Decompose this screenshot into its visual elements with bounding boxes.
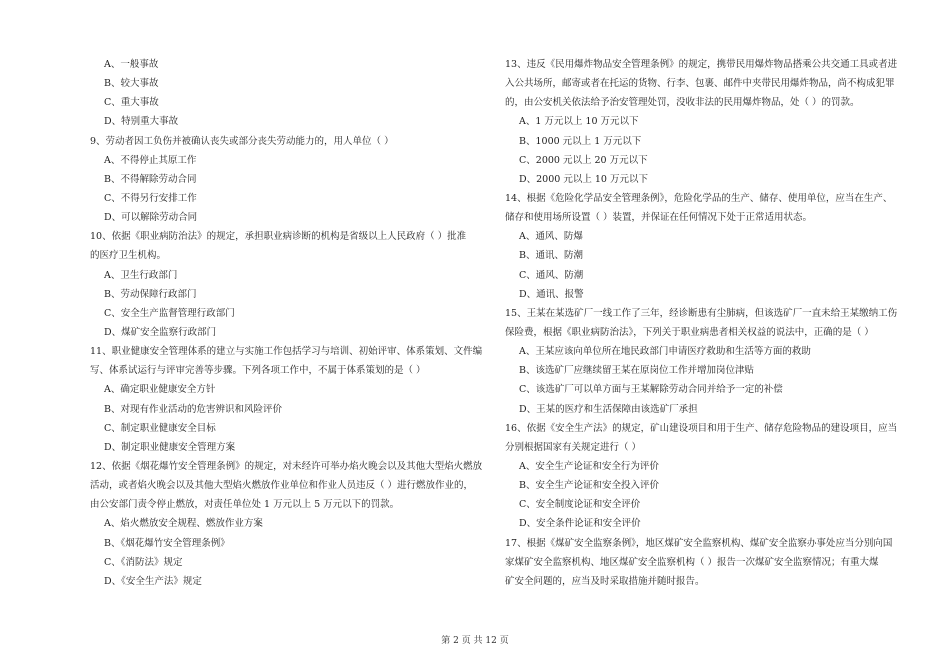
option-line: A、安全生产论证和安全行为评价 (519, 460, 659, 472)
option-line: B、通讯、防潮 (519, 250, 583, 262)
option-line: C、该选矿厂可以单方面与王某解除劳动合同并给予一定的补偿 (519, 384, 783, 396)
option-line: A、一般事故 (104, 59, 159, 70)
right-column (505, 55, 898, 591)
question-line: 16、依据《安全生产法》的规定，矿山建设项目和用于生产、储存危险物品的建设项目，应当 (505, 422, 898, 434)
option-line: D、制定职业健康安全管理方案 (104, 441, 236, 453)
option-line: D、特别重大事故 (104, 116, 179, 128)
question-continuation: 分别根据国家有关规定进行（ ） (505, 441, 642, 453)
option-line: A、卫生行政部门 (104, 269, 178, 281)
option-line: A、通风、防爆 (519, 231, 583, 243)
option-line: B、该选矿厂应继续留王某在原岗位工作并增加岗位津贴 (519, 365, 754, 377)
option-line: C、安全生产监督管理行政部门 (104, 307, 235, 319)
option-line: D、煤矿安全监察行政部门 (104, 326, 217, 338)
option-line: B、较大事故 (104, 78, 159, 90)
question-continuation: 的医疗卫生机构。 (90, 250, 167, 262)
option-line: B、劳动保障行政部门 (104, 288, 197, 300)
option-line: D、《安全生产法》规定 (104, 575, 202, 587)
option-line: A、不得停止其原工作 (104, 154, 197, 166)
option-line: A、王某应该向单位所在地民政部门申请医疗救助和生活等方面的救助 (519, 346, 811, 358)
question-continuation: 矿安全问题的，应当及时采取措施并随时报告。 (505, 575, 705, 587)
option-line: C、通风、防潮 (519, 269, 584, 281)
page-footer: 第 2 页 共 12 页 (441, 636, 509, 646)
question-continuation: 活动，或者焰火晚会以及其他大型焰火燃放作业单位和作业人员违反（ ）进行燃放作业的， (90, 480, 474, 492)
option-line: D、安全条件论证和安全评价 (519, 518, 641, 530)
option-line: B、对现有作业活动的危害辨识和风险评价 (104, 403, 282, 415)
question-continuation: 的，由公安机关依法给予治安管理处罚，没收非法的民用爆炸物品，处（ ）的罚款。 (505, 97, 860, 109)
question-continuation: 入公共场所，邮寄或者在托运的货物、行李、包裹、邮件中夹带民用爆炸物品，尚不构成犯罪 (505, 78, 895, 90)
option-line: D、2000 元以上 10 万元以下 (519, 173, 648, 185)
option-line: A、1 万元以上 10 万元以下 (519, 116, 639, 128)
question-line: 13、违反《民用爆炸物品安全管理条例》的规定，携带民用爆炸物品搭乘公共交通工具或者进 (505, 59, 898, 70)
option-line: C、2000 元以上 20 万元以下 (519, 154, 648, 166)
question-continuation: 写、体系试运行与评审完善等步骤。下列各项工作中，不属于体系策划的是（ ） (90, 365, 426, 377)
question-continuation: 储存和使用场所设置（ ）装置，并保证在任何情况下处于正常适用状态。 (505, 212, 813, 224)
option-line: C、重大事故 (104, 97, 159, 109)
option-line: D、王某的医疗和生活保障由该选矿厂承担 (519, 403, 698, 415)
question-line: 12、依据《烟花爆竹安全管理条例》的规定，对未经许可举办焰火晚会以及其他大型焰火燃放 (90, 460, 483, 472)
question-line: 11、职业健康安全管理体系的建立与实施工作包括学习与培训、初始评审、体系策划、文件编 (90, 346, 483, 358)
option-line: C、《消防法》规定 (104, 556, 183, 568)
option-line: B、安全生产论证和安全投入评价 (519, 480, 659, 492)
option-line: D、通讯、报警 (519, 288, 584, 300)
option-line: A、焰火燃放安全规程、燃放作业方案 (104, 518, 263, 530)
question-line: 15、王某在某选矿厂一线工作了三年，经诊断患有尘肺病，但该选矿厂一直未给王某缴纳工伤 (505, 307, 898, 319)
option-line: C、制定职业健康安全目标 (104, 422, 216, 434)
option-line: B、不得解除劳动合同 (104, 173, 197, 185)
question-continuation: 保险费，根据《职业病防治法》，下列关于职业病患者相关权益的说法中，正确的是（ ） (505, 326, 874, 338)
option-line: B、1000 元以上 1 万元以下 (519, 135, 642, 147)
option-line: B、《烟花爆竹安全管理条例》 (104, 537, 230, 549)
question-line: 17、根据《煤矿安全监察条例》，地区煤矿安全监察机构、煤矿安全监察办事处应当分别向国 (505, 537, 893, 549)
question-line: 9、劳动者因工负伤并被确认丧失或部分丧失劳动能力的，用人单位（ ） (90, 135, 394, 147)
question-line: 10、依据《职业病防治法》的规定，承担职业病诊断的机构是省级以上人民政府（ ）批准 (90, 231, 467, 243)
option-line: D、可以解除劳动合同 (104, 212, 198, 224)
question-continuation: 家煤矿安全监察机构、地区煤矿安全监察机构（ ）报告一次煤矿安全监察情况；有重大煤 (505, 556, 879, 568)
option-line: A、确定职业健康安全方针 (104, 384, 216, 396)
option-line: C、不得另行安排工作 (104, 192, 197, 204)
option-line: C、安全制度论证和安全评价 (519, 499, 641, 511)
question-line: 14、根据《危险化学品安全管理条例》，危险化学品的生产、储存、使用单位，应当在生产、 (505, 192, 893, 204)
question-continuation: 由公安部门责令停止燃放，对责任单位处 1 万元以上 5 万元以下的罚款。 (90, 499, 400, 511)
left-column (90, 55, 483, 591)
